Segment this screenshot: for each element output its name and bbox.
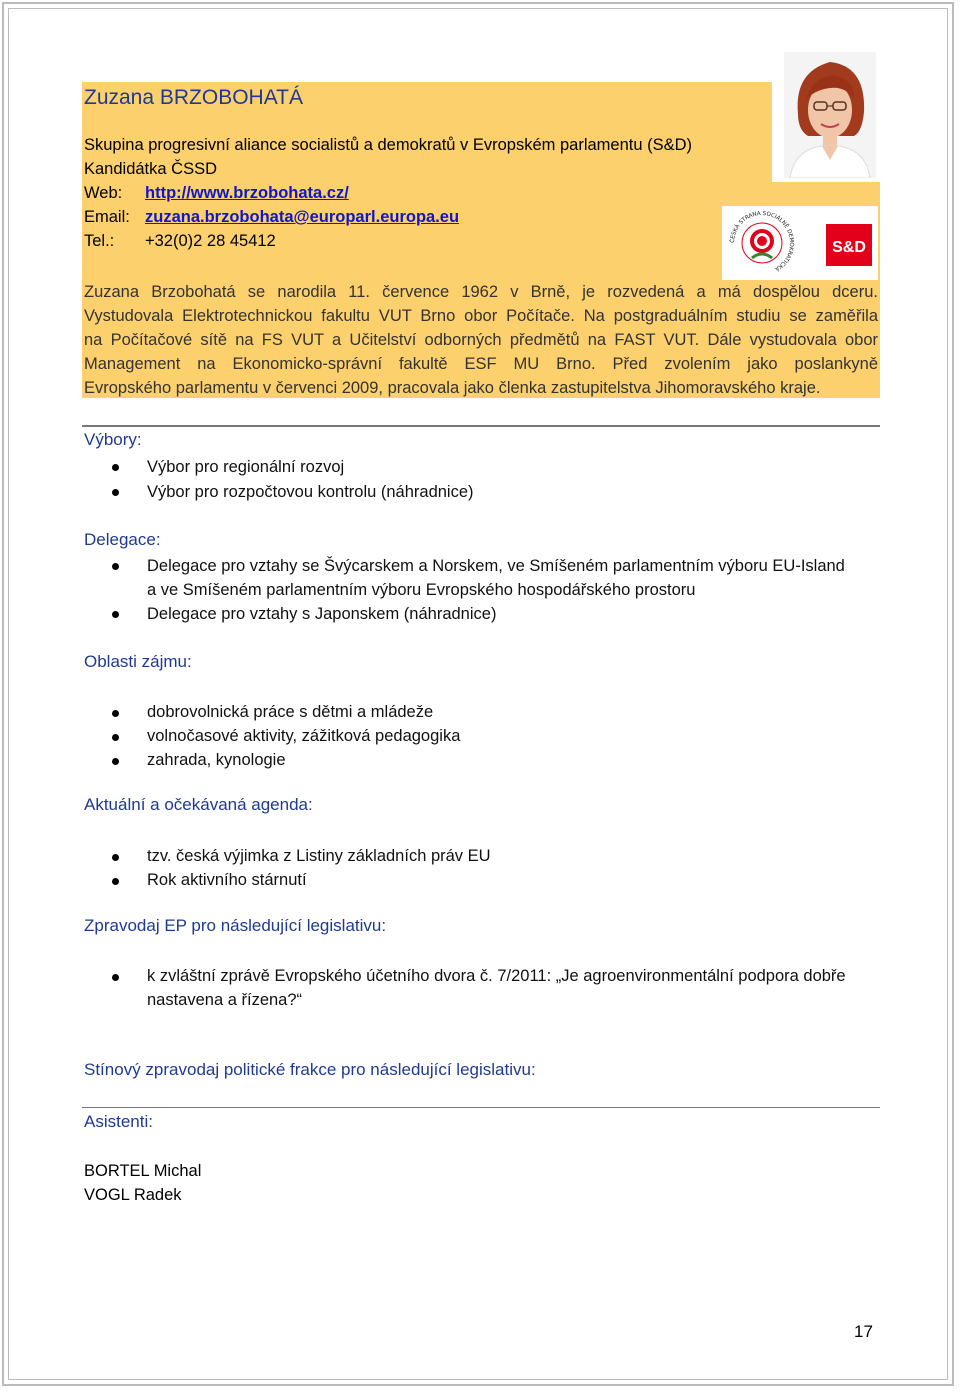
- bullet-icon: [112, 563, 119, 570]
- list-item: dobrovolnická práce s dětmi a mládeže: [147, 703, 434, 721]
- section-title-vybory: Výbory:: [84, 430, 142, 449]
- divider: [82, 425, 880, 427]
- page-number: 17: [854, 1322, 873, 1341]
- web-link[interactable]: http://www.brzobohata.cz/: [145, 184, 349, 202]
- biography: [84, 280, 878, 400]
- bio-line: na Počítačové sítě na FS VUT a Učitelství odborných předmětů na FAST VUT. Dále vystudovala obor: [84, 331, 878, 349]
- bio-line: Vystudovala Elektrotechnickou fakultu VUT Brno obor Počítače. Na postgraduálním studiu se zaměřila: [84, 307, 878, 325]
- bullet-icon: [112, 734, 119, 741]
- assistant-name: BORTEL Michal: [84, 1162, 202, 1180]
- bio-line: Evropského parlamentu v červenci 2009, pracovala jako členka zastupitelstva Jihomoravského kraje.: [84, 379, 821, 397]
- list-item-continuation: a ve Smíšeném parlamentním výboru Evropského hospodářského prostoru: [147, 581, 696, 599]
- list-item: Výbor pro rozpočtovou kontrolu (náhradnice): [147, 483, 474, 501]
- section-title-stinovy: Stínový zpravodaj politické frakce pro následující legislativu:: [84, 1060, 536, 1079]
- web-line: [84, 182, 349, 204]
- section-title-agenda: Aktuální a očekávaná agenda:: [84, 795, 313, 814]
- email-line: [84, 206, 459, 228]
- list-item: zahrada, kynologie: [147, 751, 286, 769]
- bullet-icon: [112, 710, 119, 717]
- cssd-logo: [722, 206, 878, 280]
- tel-value: +32(0)2 28 45412: [145, 232, 276, 250]
- assistant-name: VOGL Radek: [84, 1186, 182, 1204]
- list-item: k zvláštní zprávě Evropského účetního dvora č. 7/2011: „Je agroenvironmentální podpora dobře: [147, 967, 846, 985]
- section-title-delegace: Delegace:: [84, 530, 161, 549]
- bullet-icon: [112, 878, 119, 885]
- list-item: Delegace pro vztahy se Švýcarskem a Norskem, ve Smíšeném parlamentním výboru EU-Island: [147, 557, 845, 575]
- email-link[interactable]: zuzana.brzobohata@europarl.europa.eu: [145, 208, 460, 226]
- candidate-line: Kandidátka ČSSD: [84, 160, 217, 178]
- bullet-icon: [112, 854, 119, 861]
- section-title-asistenti: Asistenti:: [84, 1112, 153, 1131]
- list-item: Výbor pro regionální rozvoj: [147, 458, 345, 476]
- list-item: Rok aktivního stárnutí: [147, 871, 307, 889]
- bio-line: Management na Ekonomicko-správní fakultě ESF MU Brno. Před zvolením jako poslankyně: [84, 355, 878, 373]
- bullet-icon: [112, 464, 119, 471]
- bio-line: Zuzana Brzobohatá se narodila 11. července 1962 v Brně, je rozvedená a má dospělou dceru.: [84, 283, 878, 301]
- page-title: Zuzana BRZOBOHATÁ: [84, 86, 304, 109]
- section-title-zpravodaj: Zpravodaj EP pro následující legislativu:: [84, 916, 387, 935]
- list-item-continuation: nastavena a řízena?“: [147, 991, 303, 1009]
- list-item: tzv. česká výjimka z Listiny základních práv EU: [147, 847, 491, 865]
- group-line: Skupina progresivní aliance socialistů a demokratů v Evropském parlamentu (S&D): [84, 136, 693, 154]
- bullet-icon: [112, 758, 119, 765]
- divider: [82, 1107, 880, 1108]
- email-label: Email:: [84, 208, 130, 226]
- bullet-icon: [112, 611, 119, 618]
- portrait-photo: [784, 52, 876, 178]
- tel-label: Tel.:: [84, 232, 115, 250]
- party-logos: [722, 206, 878, 280]
- bullet-icon: [112, 489, 119, 496]
- web-label: Web:: [84, 184, 123, 202]
- list-item: volnočasové aktivity, zážitková pedagogika: [147, 727, 461, 745]
- tel-line: [84, 230, 276, 252]
- list-item: Delegace pro vztahy s Japonskem (náhradnice): [147, 605, 497, 623]
- bullet-icon: [112, 974, 119, 981]
- section-title-oblasti: Oblasti zájmu:: [84, 652, 192, 671]
- sd-logo-text: S&D: [832, 239, 866, 256]
- cssd-ring-text: ČESKÁ STRANA SOCIÁLNĚ DEMOKRATICKÁ: [729, 210, 795, 272]
